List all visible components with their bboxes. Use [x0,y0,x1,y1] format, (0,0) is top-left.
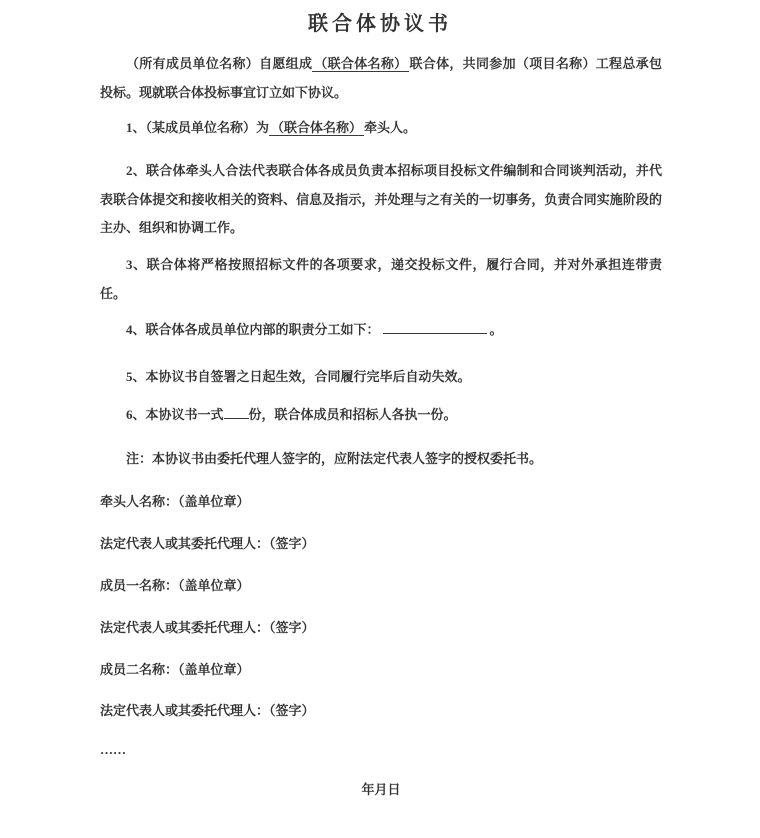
page-title: 联合体协议书 [308,13,452,35]
signature-line-lead-representative: 法定代表人或其委托代理人：（签字） [100,536,315,551]
clause-1-underlined-consortium-name: （联合体名称） [271,120,363,135]
note-line: 注：本协议书由委托代理人签字的，应附法定代表人签字的授权委托书。 [126,451,543,466]
clause-4 [100,316,662,345]
signature-line-member1-name: 成员一名称：（盖单位章） [100,578,250,593]
clause-1-prefix: 1、（某成员单位名称）为 [126,120,270,135]
clause-1-suffix: 牵头人。 [364,120,417,135]
clause-2: 2、联合体牵头人合法代表联合体各成员负责本招标项目投标文件编制和合同谈判活动，并代表联合体提交和接收相关的资料、信息及指示，并处理与之有关的一切事务，负责合同实施阶段的主办、组织和协调工作。 [100,163,662,235]
clause-4-prefix: 4、联合体各成员单位内部的职责分工如下： [126,322,380,337]
fill-in-blank-duties [383,321,487,334]
clause-3: 3、联合体将严格按照招标文件的各项要求，递交投标文件，履行合同，并对外承担连带责任。 [100,257,662,301]
signature-line-lead-name: 牵头人名称：（盖单位章） [100,494,250,509]
intro-prefix: （所有成员单位名称）自愿组成 [126,56,313,71]
clause-4-suffix: 。 [489,322,503,337]
fill-in-blank-copies [224,406,249,419]
signature-line-member2-name: 成员二名称：（盖单位章） [100,662,250,677]
intro-underlined-consortium-name: （联合体名称） [314,56,408,71]
clause-6 [100,401,662,430]
signature-line-member1-representative: 法定代表人或其委托代理人：（签字） [100,620,315,635]
intro-suffix: 联合体，共同参加（项目名称）工程总承包投标。现就联合体投标事宜订立如下协议。 [100,56,662,100]
ellipsis-line: …… [100,742,126,757]
signature-line-member2-representative: 法定代表人或其委托代理人：（签字） [100,703,315,718]
clause-6-prefix: 6、本协议书一式 [126,407,224,422]
intro-paragraph [100,50,662,107]
clause-1 [100,114,662,143]
clause-5: 5、本协议书自签署之日起生效，合同履行完毕后自动失效。 [126,369,471,384]
date-line: 年月日 [361,782,401,797]
clause-6-suffix: 份，联合体成员和招标人各执一份。 [248,407,457,422]
